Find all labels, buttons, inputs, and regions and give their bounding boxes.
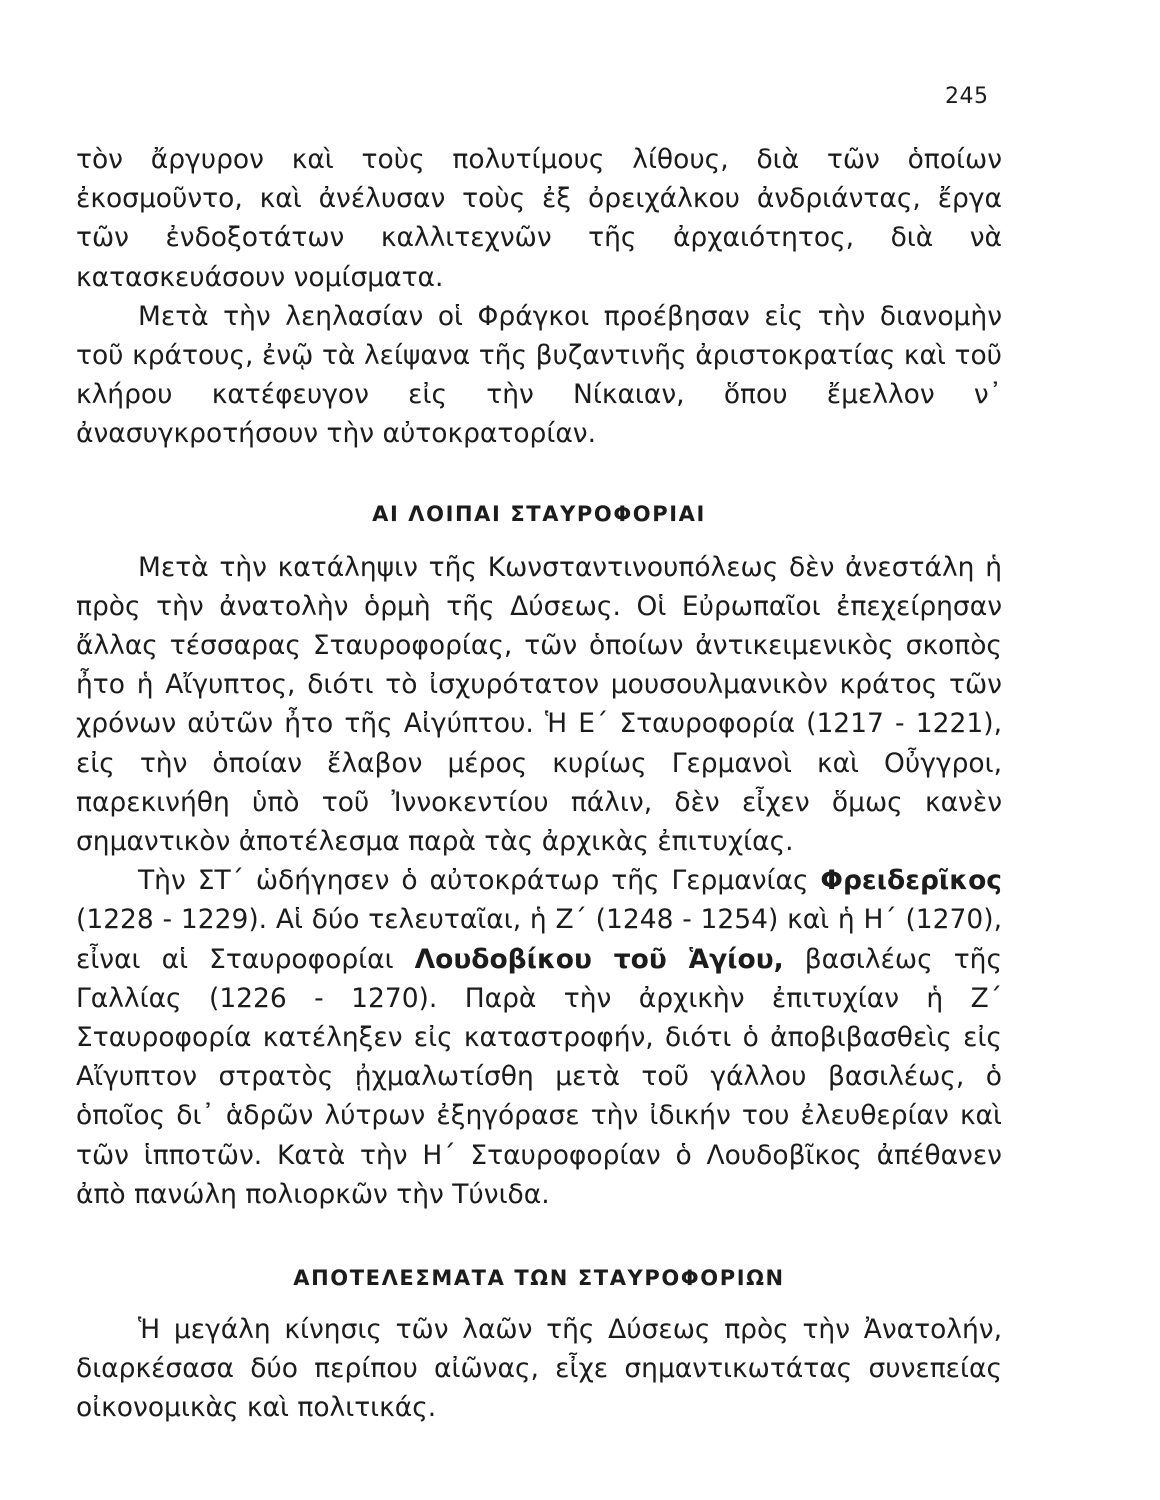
text-run: (1228 - 1229). Αἱ δύο τελευταῖαι, ἡ Ζ΄ (1248 - 1254) καὶ ἡ Η΄ (1270), εἶναι αἱ Σταυροφορίαι xyxy=(76,904,1002,975)
paragraph-fifth-crusade: Μετὰ τὴν κατάληψιν τῆς Κωνσταντινουπόλεως δὲν ἀνεστάλη ἡ πρὸς τὴν ἀνατολὴν ὁρμὴ τῆς Δύσεως. Οἱ Εὐρωπαῖοι ἐπεχείρησαν ἄλλας τέσσαρας Σταυροφορίας, τῶν ὁποίων ἀντικειμενικὸς σκοπὸς ἦτο ἡ Αἴγυπτος, διότι τὸ ἰσχυρότατον μουσουλμανικὸν κράτος τῶν χρόνων αὐτῶν ἦτο τῆς Αἰγύπτου. Ἡ Ε΄ Σταυροφορία (1217 - 1221), εἰς τὴν ὁποίαν ἔλαβον μέρος κυρίως Γερμανοὶ καὶ Οὖγγροι, παρεκινήθη ὑπὸ τοῦ Ἰννοκεντίου πάλιν, δὲν εἶχεν ὅμως κανὲν σημαντικὸν ἀποτέλεσμα παρὰ τὰς ἀρχικὰς ἐπιτυχίας. xyxy=(76,551,1002,858)
bold-name-louis: Λουδοβίκου τοῦ Ἁγίου, xyxy=(414,943,784,975)
page-body xyxy=(76,140,1002,1428)
section-heading-other-crusades: ΑΙ ΛΟΙΠΑΙ ΣΤΑΥΡΟΦΟΡΙΑΙ xyxy=(372,501,706,526)
bold-name-frederick: Φρειδερῖκος xyxy=(820,865,1002,897)
text-run: Τὴν ΣΤ΄ ὡδήγησεν ὁ αὐτοκράτωρ τῆς Γερμανίας xyxy=(138,865,821,897)
text-run: βασιλέως τῆς Γαλλίας (1226 - 1270). Παρὰ τὴν ἀρχικὴν ἐπιτυχίαν ἡ Ζ΄ Σταυροφορία κατέληξεν εἰς καταστροφήν, διότι ὁ ἀποβιβασθεὶς εἰς Αἴγυπτον στρατὸς ᾐχμαλωτίσθη μετὰ τοῦ γάλλου βασιλέως, ὁ ὁποῖος δι᾽ ἁδρῶν λύτρων ἐξηγόρασε τὴν ἰδικήν του ἐλευθερίαν καὶ τῶν ἱπποτῶν. Κατὰ τὴν Η΄ Σταυροφορίαν ὁ Λουδοβῖκος ἀπέθανεν ἀπὸ πανώλη πολιορκῶν τὴν Τύνιδα. xyxy=(76,943,1003,1210)
paragraph-results: Ἡ μεγάλη κίνησις τῶν λαῶν τῆς Δύσεως πρὸς τὴν Ἀνατολήν, διαρκέσασα δύο περίπου αἰῶνας, εἶχε σημαντικωτάτας συνεπείας οἰκονομικὰς καὶ πολιτικάς. xyxy=(76,1314,1002,1424)
paragraph-partition: Μετὰ τὴν λεηλασίαν οἱ Φράγκοι προέβησαν εἰς τὴν διανομὴν τοῦ κράτους, ἐνῷ τὰ λείψανα τῆς βυζαντινῆς ἀριστοκρατίας καὶ τοῦ κλήρου κατέφευγον εἰς τὴν Νίκαιαν, ὅπου ἔμελλον ν᾽ ἀνασυγκροτήσουν τὴν αὐτοκρατορίαν. xyxy=(76,300,1002,450)
page-number: 245 xyxy=(945,84,989,109)
section-heading-results: ΑΠΟΤΕΛΕΣΜΑΤΑ ΤΩΝ ΣΤΑΥΡΟΦΟΡΙΩΝ xyxy=(293,1266,785,1291)
paragraph-continuation: τὸν ἄργυρον καὶ τοὺς πολυτίμους λίθους, διὰ τῶν ὁποίων ἐκοσμοῦντο, καὶ ἀνέλυσαν τοὺς ἐξ ὀρειχάλκου ἀνδριάντας, ἔργα τῶν ἐνδοξοτάτων καλλιτεχνῶν τῆς ἀρχαιότητος, διὰ νὰ κατασκευάσουν νομίσματα. xyxy=(76,144,1002,293)
paragraph-later-crusades xyxy=(76,861,1002,1214)
